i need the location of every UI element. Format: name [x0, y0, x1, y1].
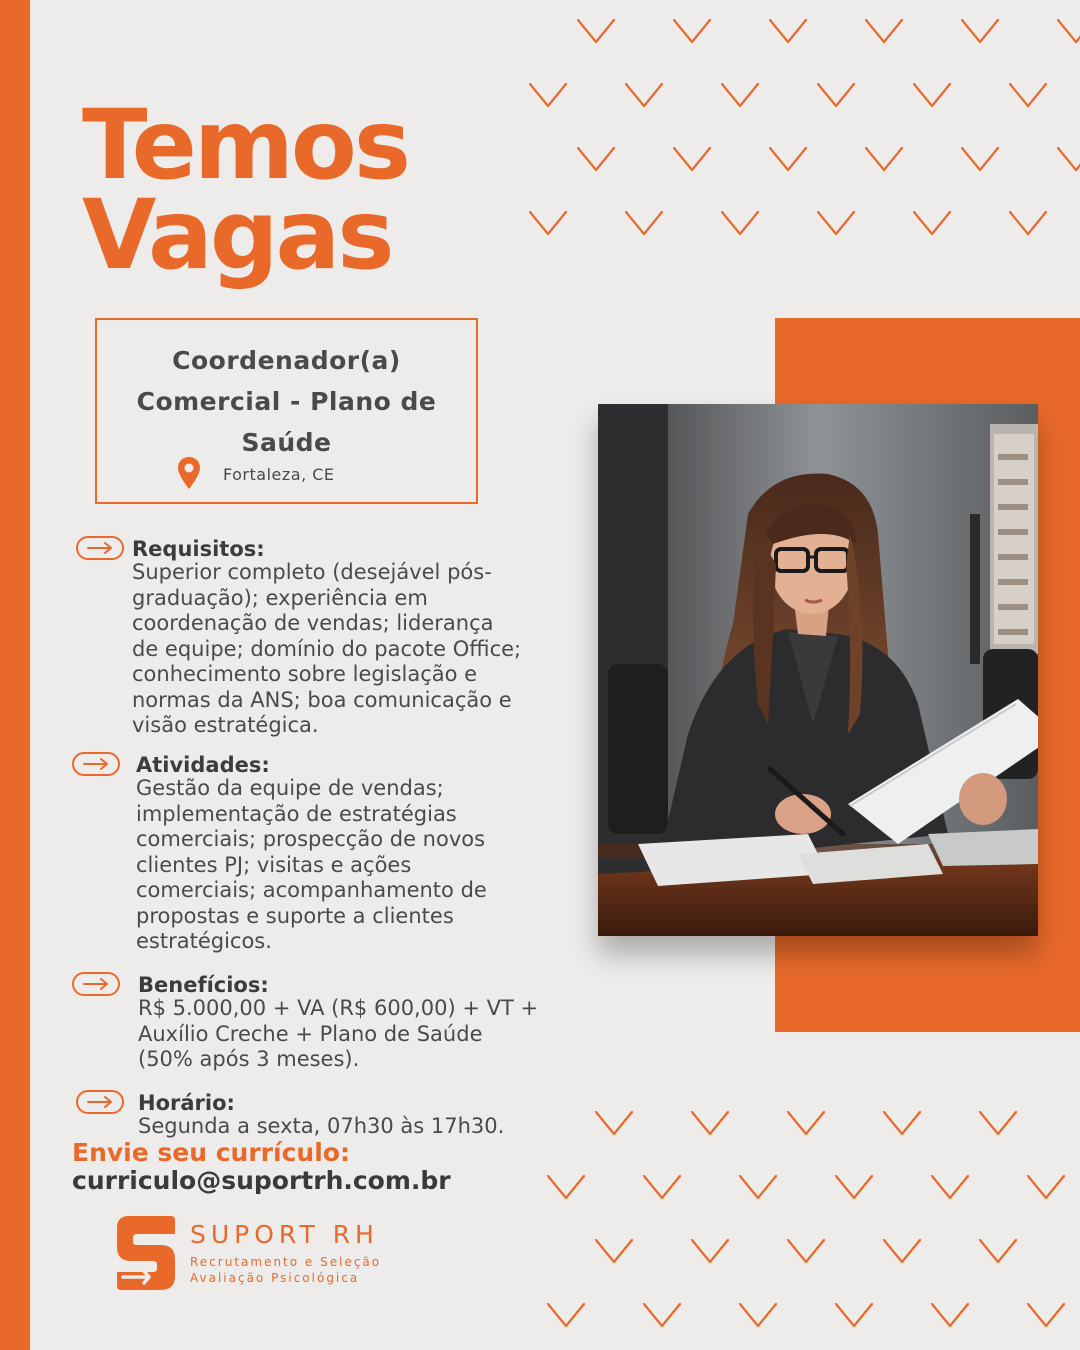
chevron-icon	[626, 212, 662, 234]
section-body	[138, 996, 538, 1073]
chevron-icon	[530, 212, 566, 234]
section-beneficios	[72, 972, 592, 1076]
arrow-right-icon	[76, 1090, 124, 1114]
body-line: comerciais; acompanhamento de	[136, 878, 487, 902]
section-title: Requisitos:	[132, 537, 265, 561]
chevron-icon	[962, 148, 998, 170]
chevron-icon	[740, 1176, 776, 1198]
chevron-icon	[818, 212, 854, 234]
headline-line-2: Vagas	[82, 179, 392, 291]
chevron-icon	[596, 1240, 632, 1262]
brand-name: SUPORT RH	[190, 1220, 379, 1249]
arrow-right-icon	[72, 972, 120, 996]
body-line: de equipe; domínio do pacote Office;	[132, 636, 522, 661]
cta-email[interactable]: curriculo@suportrh.com.br	[72, 1166, 451, 1195]
section-title: Horário:	[138, 1091, 235, 1115]
brand-tagline-line: Recrutamento e Seleção	[190, 1255, 382, 1269]
chevron-icon	[1058, 148, 1080, 170]
job-title-line-2: Comercial - Plano de	[136, 387, 437, 416]
chevron-icon	[674, 148, 710, 170]
chevron-icon	[1010, 212, 1046, 234]
chevron-icon	[980, 1112, 1016, 1134]
body-line: normas da ANS; boa comunicação e	[132, 687, 512, 712]
headline	[82, 89, 408, 291]
body-line: visão estratégica.	[132, 713, 319, 737]
body-line: implementação de estratégias	[136, 801, 457, 826]
chevron-icon	[962, 20, 998, 42]
section-requisitos	[76, 536, 596, 746]
chevron-icon	[932, 1304, 968, 1326]
body-line: Auxílio Creche + Plano de Saúde	[138, 1021, 483, 1046]
job-title-line-1: Coordenador(a)	[172, 346, 401, 375]
section-title: Atividades:	[136, 753, 270, 777]
job-location: Fortaleza, CE	[223, 465, 335, 484]
body-line: (50% após 3 meses).	[138, 1047, 360, 1071]
body-line: Superior completo (desejável pós-	[132, 560, 492, 584]
body-line: graduação); experiência em	[132, 585, 428, 610]
chevron-icon	[1010, 84, 1046, 106]
chevron-icon	[836, 1176, 872, 1198]
chevron-icon	[740, 1304, 776, 1326]
chevron-icon	[722, 212, 758, 234]
chevron-icon	[674, 20, 710, 42]
job-card	[95, 318, 478, 504]
chevron-icon	[818, 84, 854, 106]
chevron-icon	[980, 1240, 1016, 1262]
arrow-right-icon	[72, 752, 120, 776]
body-line: coordenação de vendas; liderança	[132, 611, 494, 635]
chevron-icon	[932, 1176, 968, 1198]
chevron-icon	[578, 148, 614, 170]
chevron-icon	[548, 1176, 584, 1198]
chevron-icon	[788, 1112, 824, 1134]
chevron-icon	[548, 1304, 584, 1326]
chevron-icon	[692, 1240, 728, 1262]
chevron-icon	[884, 1240, 920, 1262]
section-body	[132, 560, 521, 739]
chevron-icon	[530, 84, 566, 106]
chevron-icon	[770, 20, 806, 42]
chevron-icon	[1058, 20, 1080, 42]
map-pin-icon	[177, 456, 201, 490]
job-title-line-3: Saúde	[241, 428, 332, 457]
body-line: R$ 5.000,00 + VA (R$ 600,00) + VT +	[138, 996, 539, 1020]
chevron-icon	[866, 148, 902, 170]
chevron-icon	[644, 1304, 680, 1326]
section-atividades	[72, 752, 592, 962]
chevron-icon	[788, 1240, 824, 1262]
body-line: Segunda a sexta, 07h30 às 17h30.	[138, 1114, 505, 1138]
chevron-icon	[770, 148, 806, 170]
brand-tagline	[190, 1254, 381, 1286]
body-line: Gestão da equipe de vendas;	[136, 776, 444, 800]
body-line: comerciais; prospecção de novos	[136, 827, 486, 851]
chevron-icon	[914, 212, 950, 234]
body-line: propostas e suporte a clientes	[136, 903, 454, 928]
chevron-icon	[644, 1176, 680, 1198]
woman-reading-document-illustration	[598, 404, 1038, 936]
chevron-icon	[722, 84, 758, 106]
body-line: clientes PJ; visitas e ações	[136, 852, 412, 877]
brand-tagline-line: Avaliação Psicológica	[190, 1271, 360, 1285]
chevron-icon	[836, 1304, 872, 1326]
section-horario	[76, 1090, 596, 1142]
section-title: Benefícios:	[138, 973, 269, 997]
section-body	[136, 776, 487, 955]
section-body	[138, 1114, 504, 1140]
arrow-right-icon	[76, 536, 124, 560]
chevron-icon	[914, 84, 950, 106]
chevron-icon	[596, 1112, 632, 1134]
chevron-icon	[884, 1112, 920, 1134]
body-line: estratégicos.	[136, 929, 272, 953]
chevron-icon	[692, 1112, 728, 1134]
chevron-icon	[578, 20, 614, 42]
chevron-icon	[1028, 1176, 1064, 1198]
chevron-icon	[626, 84, 662, 106]
headline-line-1: Temos	[82, 89, 408, 201]
job-title	[97, 340, 476, 463]
left-accent-bar	[0, 0, 30, 1350]
suport-rh-logo-icon	[115, 1214, 177, 1292]
cta-label: Envie seu currículo:	[72, 1138, 350, 1167]
chevron-icon	[1028, 1304, 1064, 1326]
body-line: conhecimento sobre legislação e	[132, 662, 478, 686]
chevron-icon	[866, 20, 902, 42]
office-photo	[598, 404, 1038, 936]
